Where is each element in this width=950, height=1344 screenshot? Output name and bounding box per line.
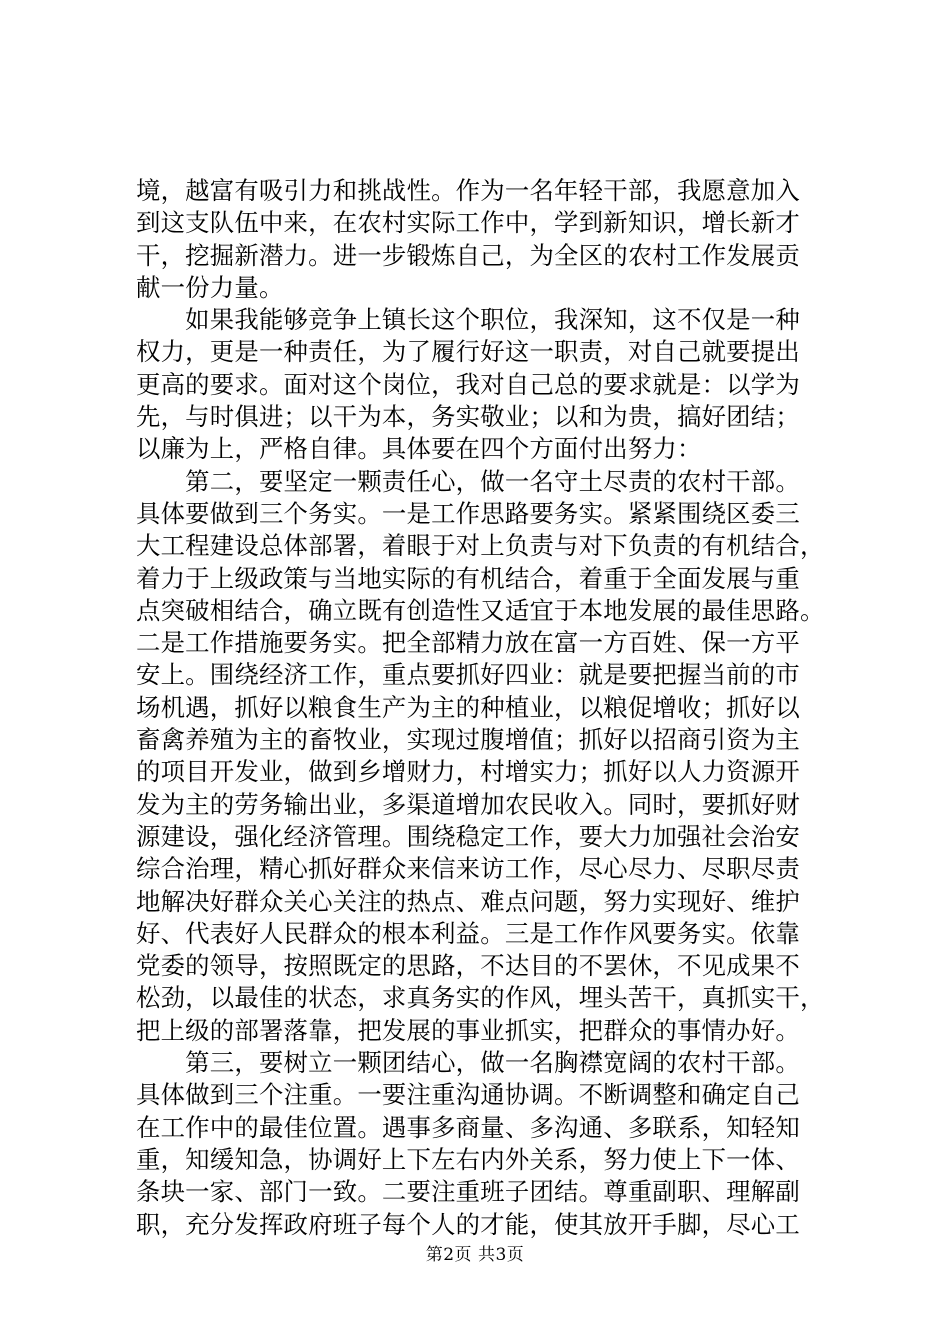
text-line: 更高的要求。面对这个岗位，我对自己总的要求就是：以学为 (136, 369, 800, 399)
text-line: 在工作中的最佳位置。遇事多商量、多沟通、多联系，知轻知 (136, 1112, 800, 1142)
text-line: 安上。围绕经济工作，重点要抓好四业：就是要把握当前的市 (136, 660, 800, 690)
text-line: 综合治理，精心抓好群众来信来访工作，尽心尽力、尽职尽责 (136, 854, 800, 884)
text-line: 职，充分发挥政府班子每个人的才能，使其放开手脚，尽心工 (136, 1209, 800, 1239)
text-line: 第三，要树立一颗团结心，做一名胸襟宽阔的农村干部。 (136, 1048, 800, 1078)
text-line: 松劲，以最佳的状态，求真务实的作风，埋头苦干，真抓实干， (136, 983, 825, 1013)
text-line: 发为主的劳务输出业，多渠道增加农民收入。同时，要抓好财 (136, 789, 800, 819)
text-line: 境，越富有吸引力和挑战性。作为一名年轻干部，我愿意加入 (136, 176, 800, 205)
text-line: 大工程建设总体部署，着眼于对上负责与对下负责的有机结合， (136, 531, 825, 561)
text-line: 献一份力量。 (136, 272, 284, 302)
text-line: 第二，要坚定一颗责任心，做一名守土尽责的农村干部。 (136, 466, 800, 496)
text-line: 把上级的部署落靠，把发展的事业抓实，把群众的事情办好。 (136, 1015, 800, 1045)
text-line: 源建设，强化经济管理。围绕稳定工作，要大力加强社会治安 (136, 821, 800, 851)
text-line: 地解决好群众关心关注的热点、难点问题，努力实现好、维护 (136, 886, 800, 916)
text-line: 党委的领导，按照既定的思路，不达目的不罢休，不见成果不 (136, 951, 800, 981)
text-line: 到这支队伍中来，在农村实际工作中，学到新知识，增长新才 (136, 208, 800, 238)
document-body (136, 175, 836, 1241)
text-line: 点突破相结合，确立既有创造性又适宜于本地发展的最佳思路。 (136, 595, 825, 625)
text-line: 具体做到三个注重。一要注重沟通协调。不断调整和确定自己 (136, 1080, 800, 1110)
text-line: 着力于上级政策与当地实际的有机结合，着重于全面发展与重 (136, 563, 800, 593)
text-line: 好、代表好人民群众的根本利益。三是工作作风要务实。依靠 (136, 918, 800, 948)
text-line: 干，挖掘新潜力。进一步锻炼自己，为全区的农村工作发展贡 (136, 240, 800, 270)
text-line: 畜禽养殖为主的畜牧业，实现过腹增值；抓好以招商引资为主 (136, 725, 800, 755)
text-line: 权力，更是一种责任，为了履行好这一职责，对自己就要提出 (136, 337, 800, 367)
text-line: 条块一家、部门一致。二要注重班子团结。尊重副职、理解副 (136, 1177, 800, 1207)
text-line: 的项目开发业，做到乡增财力，村增实力；抓好以人力资源开 (136, 757, 800, 787)
text-line: 如果我能够竞争上镇长这个职位，我深知，这不仅是一种 (136, 305, 800, 335)
text-line: 以廉为上，严格自律。具体要在四个方面付出努力： (136, 434, 702, 464)
text-line: 场机遇，抓好以粮食生产为主的种植业，以粮促增收；抓好以 (136, 692, 800, 722)
text-line: 先，与时俱进；以干为本，务实敬业；以和为贵，搞好团结； (136, 402, 800, 432)
text-line: 具体要做到三个务实。一是工作思路要务实。紧紧围绕区委三 (136, 498, 800, 528)
text-line: 重，知缓知急，协调好上下左右内外关系，努力使上下一体、 (136, 1144, 800, 1174)
text-line: 二是工作措施要务实。把全部精力放在富一方百姓、保一方平 (136, 628, 800, 658)
page-footer: 第2页 共3页 (425, 1245, 525, 1265)
